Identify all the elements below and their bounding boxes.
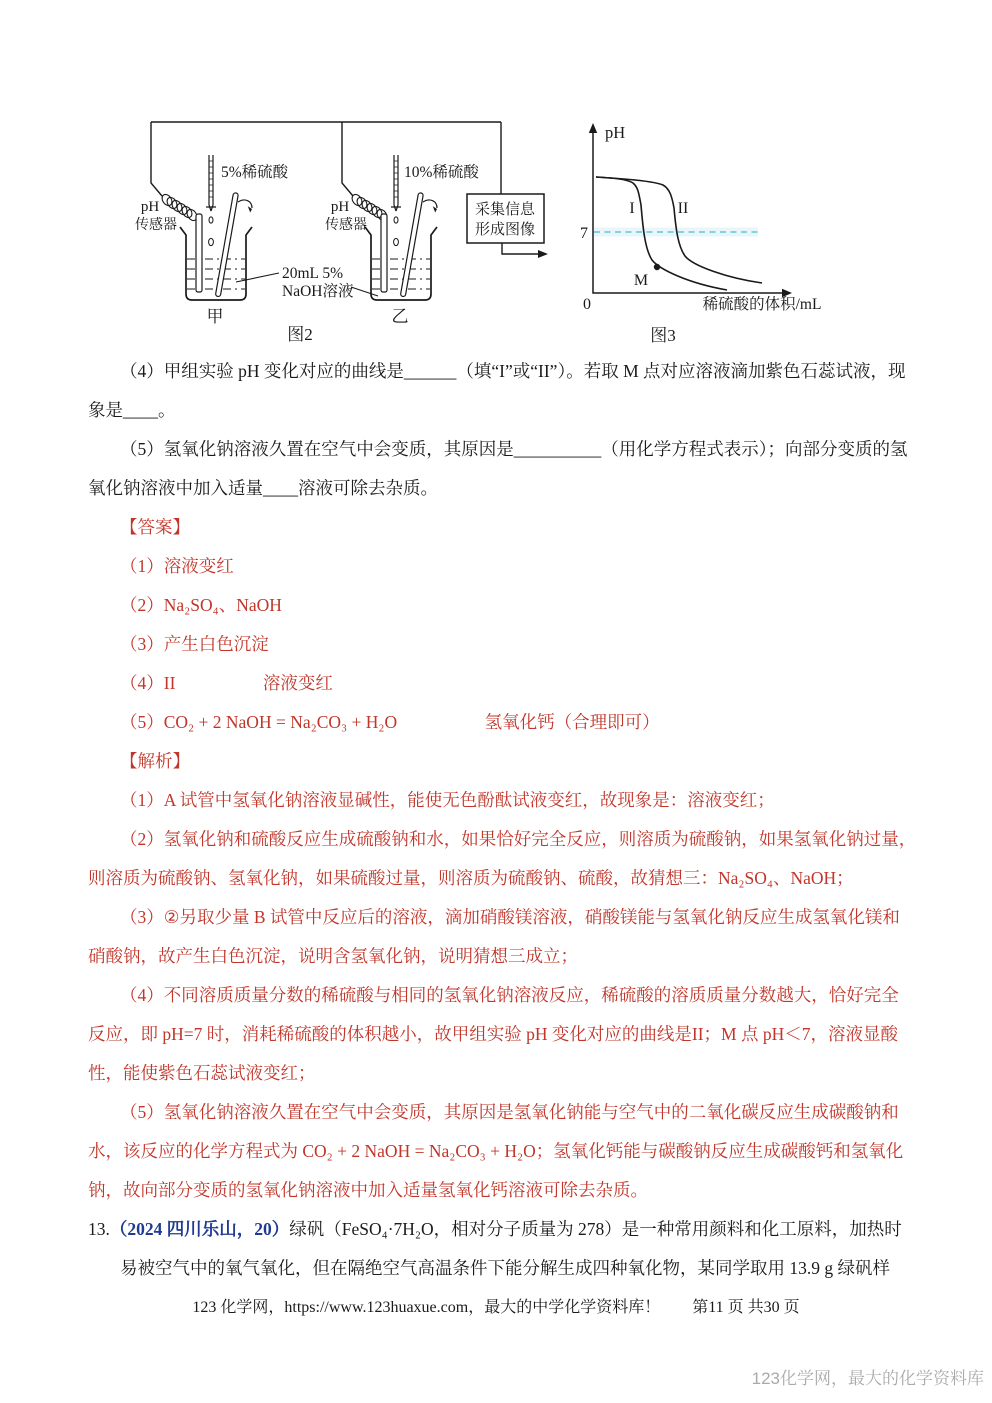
analysis-line: （5）氢氧化钠溶液久置在空气中会变质，其原因是氢氧化钠能与空气中的二氧化碳反应生成碳酸钠和 — [120, 1102, 899, 1122]
answer-item: （1）溶液变红 — [120, 556, 234, 576]
origin-label: 0 — [583, 296, 591, 313]
analysis-line: 硝酸钠，故产生白色沉淀，说明含氢氧化钠，说明猜想三成立； — [88, 946, 578, 966]
analysis-line: 则溶质为硫酸钠、氢氧化钠，如果硫酸过量，则溶质为硫酸钠、硫酸，故猜想三：Na₂SO₄、NaOH； — [88, 868, 854, 888]
acid-drop-left-1 — [209, 217, 213, 223]
acid-drop-right-1 — [394, 217, 398, 223]
figure2-caption: 图2 — [287, 325, 313, 344]
answer-item: （5）CO₂ + 2 NaOH = Na₂CO₃ + H₂O 氢氧化钙（合理即可） — [120, 712, 660, 732]
figure3-caption: 图3 — [650, 326, 676, 345]
question-13-line-1 — [88, 1210, 968, 1249]
question-5 — [88, 430, 968, 508]
analysis-paragraph-2 — [88, 820, 968, 898]
question-5-line: （5）氢氧化钠溶液久置在空气中会变质，其原因是__________（用化学方程式表示）；向部分变质的氢 — [120, 439, 908, 459]
stirring-rod-right — [400, 193, 423, 297]
acid-drop-right-2 — [394, 238, 399, 245]
analysis-paragraph-3 — [88, 898, 968, 976]
curve-I-label: I — [629, 200, 635, 217]
ph-curve-figure — [575, 106, 915, 352]
question-13-line-2: 易被空气中的氧气氧化，但在隔绝空气高温条件下能分解生成四种氧化物，某同学取用 13.9 g 绿矾样 — [120, 1258, 890, 1278]
collect-info-line2: 形成图像 — [474, 222, 536, 238]
analysis-line: （2）氢氧化钠和硫酸反应生成硫酸钠和水，如果恰好完全反应，则溶质为硫酸钠，如果氢氧化钠过量， — [120, 829, 917, 849]
analysis-line: 性，能使紫色石蕊试液变红； — [88, 1063, 316, 1083]
output-arrowhead — [538, 250, 548, 258]
analysis-paragraph-4 — [88, 976, 968, 1093]
curve-II-label: II — [677, 200, 689, 217]
answers-header: 【答案】 — [120, 517, 190, 537]
ph-electrode-right — [381, 214, 387, 292]
question-13-text: 绿矾（FeSO₄·7H₂O，相对分子质量为 278）是一种常用颜料和化工原料，加热时 — [289, 1219, 902, 1239]
burette-label-left: 5%稀硫酸 — [221, 164, 289, 181]
ph-sensor-label-left-2: 传感器 — [135, 218, 177, 233]
ph7-tick: 7 — [580, 225, 588, 242]
analysis-line: （3）②另取少量 B 试管中反应后的溶液，滴加硝酸镁溶液，硝酸镁能与氢氧化钠反应生成氢氧化镁和 — [120, 907, 900, 927]
answers-list — [88, 547, 968, 742]
x-axis-label: 稀硫酸的体积/mL — [702, 296, 822, 313]
answer-item: （4）II 溶液变红 — [120, 673, 333, 693]
analysis-paragraph-5 — [88, 1093, 968, 1210]
question-5-line: 氧化钠溶液中加入适量____溶液可除去杂质。 — [88, 478, 438, 498]
analysis-line: （4）不同溶质质量分数的稀硫酸与相同的氢氧化钠溶液反应，稀硫酸的溶质质量分数越大，恰好完全 — [120, 985, 899, 1005]
beaker-left-label: 甲 — [206, 307, 224, 326]
y-axis-arrowhead — [589, 123, 597, 133]
ph-electrode-left — [196, 214, 202, 292]
burette-right — [391, 155, 401, 211]
answer-item: （2）Na₂SO₄、NaOH — [120, 595, 282, 615]
page-footer: 123 化学网，https://www.123huaxue.com，最大的中学化学资料库！ 第11 页 共30 页 — [192, 1299, 800, 1316]
y-axis-label: pH — [605, 123, 626, 142]
document-body — [88, 352, 968, 1288]
question-13-number: 13. — [88, 1219, 110, 1239]
question-13-source: （2024 四川乐山，20） — [109, 1219, 290, 1239]
burette-label-right: 10%稀硫酸 — [404, 164, 479, 181]
analysis-line: （1）A 试管中氢氧化钠溶液显碱性，能使无色酚酞试液变红，故现象是：溶液变红； — [120, 790, 775, 810]
output-line — [502, 243, 540, 254]
stir-arrow-left — [238, 200, 252, 213]
analysis-line: 水，该反应的化学方程式为 CO₂ + 2 NaOH = Na₂CO₃ + H₂O；氢氧化钙能与碳酸钠反应生成碳酸钙和氢氧化 — [88, 1141, 904, 1161]
point-M-label: M — [633, 272, 649, 289]
ph-sensor-label-left-1: pH — [140, 199, 160, 215]
burette-left — [206, 155, 216, 211]
stir-arrow-right — [423, 200, 437, 213]
site-watermark: 123化学网，最大的化学资料库 — [751, 1369, 984, 1388]
collect-info-line1: 采集信息 — [474, 202, 536, 218]
stirring-rod-left — [215, 193, 238, 297]
wire-frame — [151, 122, 501, 196]
ph-sensor-label-right-2: 传感器 — [325, 218, 367, 233]
analysis-paragraph-1 — [88, 781, 968, 820]
question-4-line: 象是____。 — [88, 400, 176, 420]
question-4 — [88, 352, 968, 430]
analysis-line: 反应，即 pH=7 时，消耗稀硫酸的体积越小，故甲组实验 pH 变化对应的曲线是II；M 点 pH＜7，溶液显酸 — [88, 1024, 898, 1044]
naoh-label-1: 20mL 5% — [282, 265, 343, 282]
beaker-right-label: 乙 — [391, 307, 409, 326]
experiment-apparatus-figure — [104, 106, 564, 352]
analysis-line: 钠，故向部分变质的氢氧化钠溶液中加入适量氢氧化钙溶液可除去杂质。 — [88, 1180, 648, 1200]
analysis-header: 【解析】 — [120, 751, 190, 771]
point-M-dot — [654, 264, 660, 270]
acid-drop-left-2 — [209, 238, 214, 245]
answer-item: （3）产生白色沉淀 — [120, 634, 269, 654]
question-4-line: （4）甲组实验 pH 变化对应的曲线是______（填“I”或“II”）。若取 M 点对应溶液滴加紫色石蕊试液，现 — [120, 361, 906, 381]
ph-sensor-label-right-1: pH — [330, 199, 350, 215]
naoh-label-2: NaOH溶液 — [282, 283, 354, 300]
